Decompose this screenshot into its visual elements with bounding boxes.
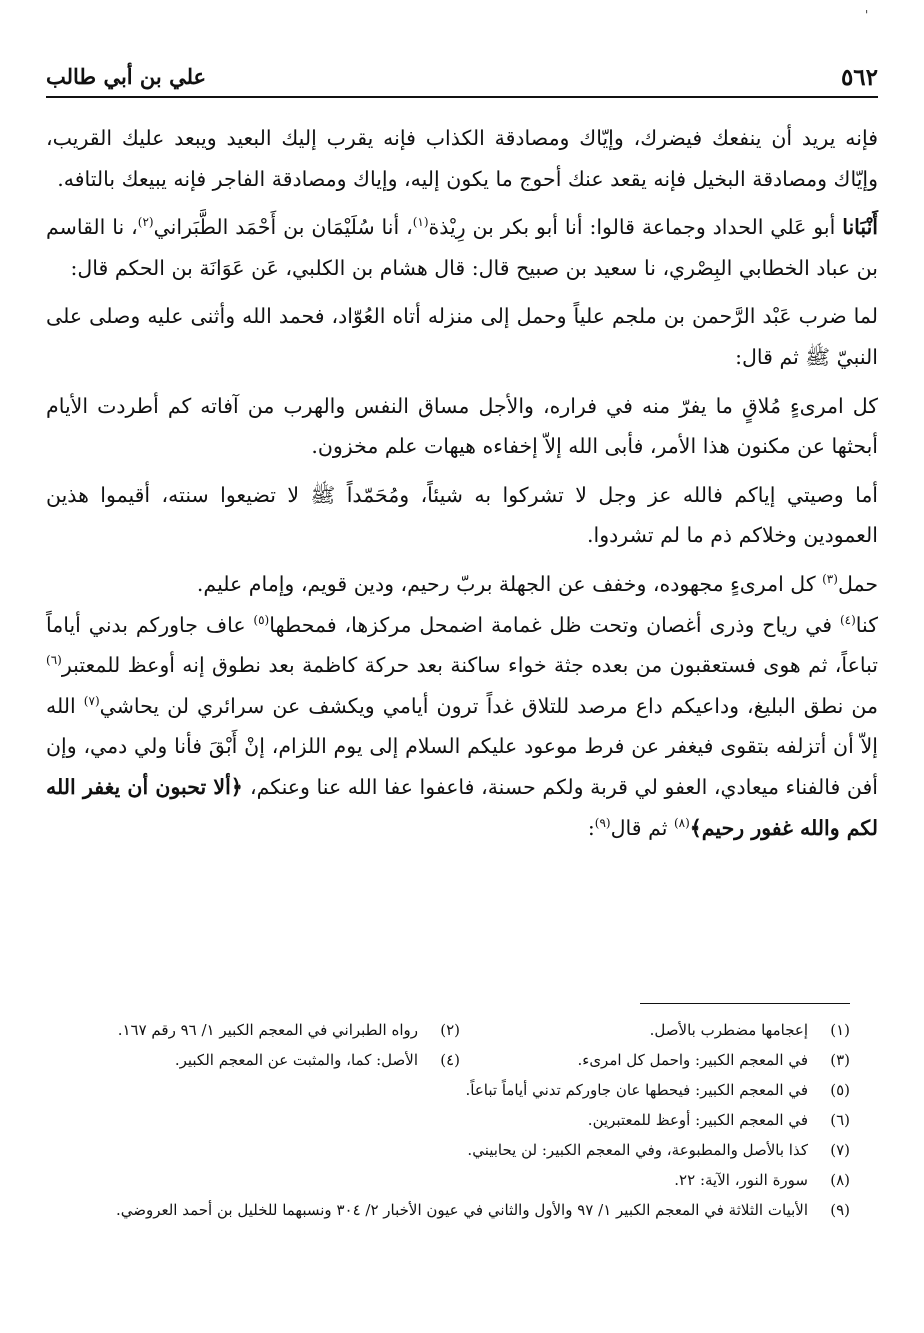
footnote-text: إعجامها مضطرب بالأصل. xyxy=(649,1021,808,1039)
paragraph-text: ، نا القاسم بن عباد الخطابي البِصْري، نا سعيد بن صبيح قال: قال هشام بن الكلبي، عَن عَوَانَة بن الحكم قال: xyxy=(46,215,878,280)
footnote-text: سورة النور، الآية: ٢٢. xyxy=(674,1171,808,1189)
footnote-number: (٣) xyxy=(830,1051,850,1069)
paragraph-text: ، أنا سُلَيْمَان بن أَحْمَد الطَّبَراني xyxy=(153,215,413,240)
footnote-text: كذا بالأصل والمطبوعة، وفي المعجم الكبير: لن يحابيني. xyxy=(467,1141,808,1159)
footnote-ref: (٦) xyxy=(46,653,62,668)
footnotes xyxy=(70,1015,850,1225)
footnote-text: الأصل: كما، والمثبت عن المعجم الكبير. xyxy=(174,1051,418,1069)
page-number: ٥٦٢ xyxy=(840,64,878,91)
footnote-text: في المعجم الكبير: واحمل كل امرىء. xyxy=(577,1051,808,1069)
paragraph-text: عاف جاوركم بدني أياماً تباعاً، ثم هوى فستعقبون من بعده جثة خواء ساكنة بعد حركة كاظمة بعد نطوق إنه أوعظ للمعتبر xyxy=(46,612,878,678)
paragraph-text: : xyxy=(587,815,595,840)
footnote-number: (١) xyxy=(830,1021,850,1039)
footnote-ref: (٣) xyxy=(822,572,838,587)
paragraph xyxy=(46,564,878,605)
footnote-number: (٥) xyxy=(830,1081,850,1099)
footnote-number: (٩) xyxy=(830,1201,850,1219)
footnote-item xyxy=(70,1135,850,1165)
footnote-ref: (٥) xyxy=(253,612,270,627)
footnote-text: رواه الطبراني في المعجم الكبير ١/ ٩٦ رقم ١٦٧. xyxy=(117,1021,418,1039)
footnote-ref: (٤) xyxy=(839,612,856,627)
footnote-separator xyxy=(640,1003,850,1004)
paragraph: كل امرىءٍ مُلاقٍ ما يفرّ منه في فراره، والأجل مساق النفس والهرب من آفاته كم أطردت الأيام أبحثها عن مكنون هذا الأمر، فأبى الله إلاّ إخفاءه هيهات علم مخزون. xyxy=(46,393,878,459)
paragraph-text: من نطق البليغ، وداعيكم داع مرصد للتلاق غداً ترون أيامي ويكشف عن سرائري لن يحاشي xyxy=(99,693,878,718)
page-header xyxy=(46,58,878,98)
isnad-paragraph xyxy=(46,207,878,288)
footnote-row xyxy=(70,1015,850,1045)
paragraph: لما ضرب عَبْد الرَّحمن بن ملجم علياً وحمل إلى منزله أتاه العُوّاد، فحمد الله وأثنى عليه وصلى على النبيّ ﷺ ثم قال: xyxy=(46,304,878,369)
footnote-item xyxy=(460,1045,850,1075)
footnote-item xyxy=(70,1165,850,1195)
paragraph-text: أبو عَلي الحداد وجماعة قالوا: أنا أبو بكر بن رِيْذة xyxy=(428,215,843,240)
running-title: علي بن أبي طالب xyxy=(46,64,207,89)
paragraph-text: ثم قال xyxy=(610,815,674,840)
footnote-number: (٦) xyxy=(830,1111,850,1129)
footnote-item xyxy=(70,1015,460,1045)
footnote-row xyxy=(70,1105,850,1135)
footnote-item xyxy=(70,1075,850,1105)
footnote-row xyxy=(70,1075,850,1105)
paragraph: فإنه يريد أن ينفعك فيضرك، وإيّاك ومصادقة الكذاب فإنه يقرب إليك البعيد ويبعد عليك القريب، وإيّاك ومصادقة البخيل فإنه يقعد عنك أحوج ما يكون إليه، وإياك ومصادقة الفاجر فإنه يبيعك بالتافه. xyxy=(46,126,878,191)
footnote-number: (٨) xyxy=(830,1171,850,1189)
footnote-ref: (١) xyxy=(412,215,429,230)
footnote-number: (٧) xyxy=(830,1141,850,1159)
footnote-ref: (٨) xyxy=(673,815,690,830)
footnote-text: الأبيات الثلاثة في المعجم الكبير ١/ ٩٧ والأول والثاني في عيون الأخبار ٢/ ٣٠٤ ونسبهما للخليل بن أحمد العروضي. xyxy=(115,1201,808,1219)
quran-verse: ﴿ألا تحبون أن يغفر الله لكم والله غفور رحيم﴾ xyxy=(46,774,878,840)
footnote-row xyxy=(70,1195,850,1225)
isnad-lead-word: أَنْبَانا xyxy=(842,215,879,240)
footnote-ref: (٧) xyxy=(83,693,100,708)
paragraph-text: كنا xyxy=(855,612,878,637)
footnote-number: (٢) xyxy=(440,1021,460,1039)
footnote-row xyxy=(70,1045,850,1075)
footnote-row xyxy=(70,1135,850,1165)
footnote-ref: (٢) xyxy=(137,215,154,230)
paragraph-text: الله إلاّ أن أتزلفه بتقوى فيغفر عن فرط موعود عليكم السلام إلى يوم اللزام، إنْ أَبْقَ فأنا ولي دمي، وإن أفن فالفناء ميعادي، العفو لي قربة ولكم حسنة، فاعفوا عفا الله عنا وعنكم، xyxy=(46,693,878,799)
footnote-item xyxy=(70,1105,850,1135)
paragraph-text: حمل xyxy=(837,571,878,596)
footnote-item xyxy=(460,1015,850,1045)
footnote-ref: (٩) xyxy=(594,815,611,830)
footnote-row xyxy=(70,1165,850,1195)
paragraph-text: في رياح وذرى أغصان وتحت ظل غمامة اضمحل مركزها، فمحطها xyxy=(269,612,840,637)
footnote-item xyxy=(70,1045,460,1075)
corner-mark: ' xyxy=(865,8,869,22)
paragraph: أما وصيتي إياكم فالله عز وجل لا تشركوا به شيئاً، ومُحَمّداً ﷺ لا تضيعوا سنته، أقيموا هذين العمودين وخلاكم ذم ما لم تشردوا. xyxy=(46,482,878,548)
footnote-text: في المعجم الكبير: أوعظ للمعتبرين. xyxy=(587,1111,808,1129)
main-text xyxy=(46,118,878,848)
footnote-item xyxy=(70,1195,850,1225)
footnote-text: في المعجم الكبير: فيحطها عان جاوركم تدني أياماً تباعاً. xyxy=(465,1081,808,1099)
paragraph-text: كل امرىءٍ مجهوده، وخفف عن الجهلة بربّ رحيم، ودين قويم، وإمام عليم. xyxy=(196,571,823,596)
paragraph xyxy=(46,605,878,849)
footnote-number: (٤) xyxy=(440,1051,460,1069)
